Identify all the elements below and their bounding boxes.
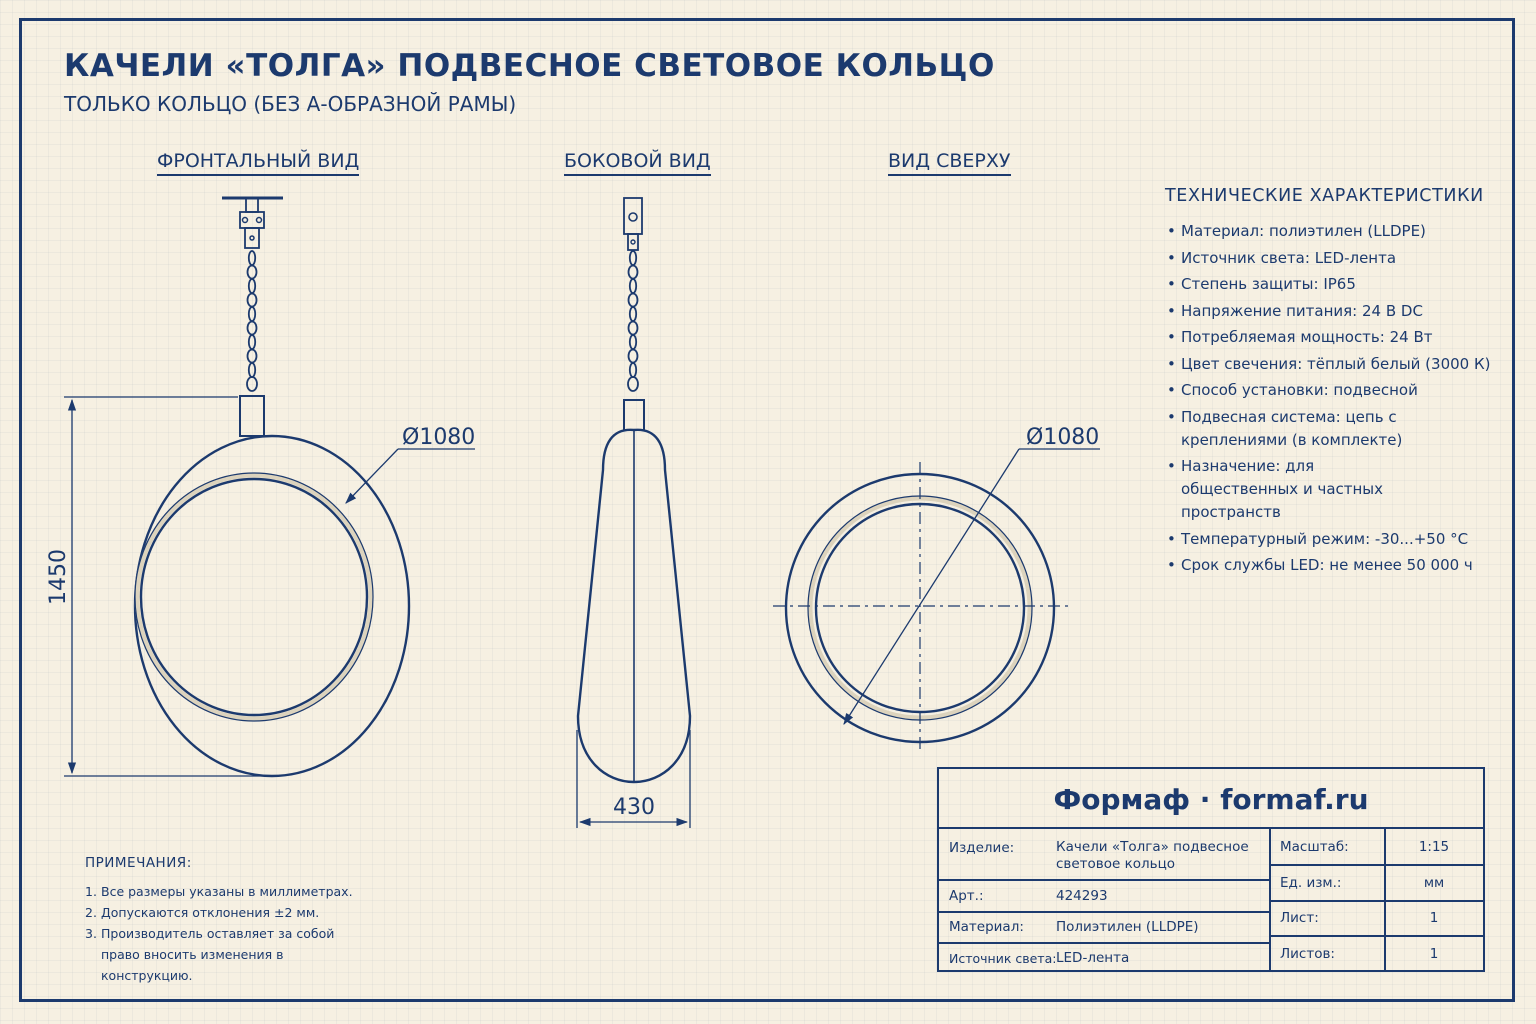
sheet-label: Лист: [1280,910,1319,926]
side-profile [578,430,690,782]
top-centerlines [773,462,1068,750]
spec-item: • Цвет свечения: тёплый белый (3000 К) [1165,353,1505,376]
specs-heading: ТЕХНИЧЕСКИЕ ХАРАКТЕРИСТИКИ [1165,186,1484,206]
unit-value: мм [1423,875,1445,891]
spec-item: • Источник света: LED-лента [1165,247,1505,270]
top-diameter-leader [844,449,1100,724]
side-width-label: 430 [613,795,655,820]
side-view-drawing [577,198,690,828]
light-value: LED-лента [1056,950,1130,966]
page-title: КАЧЕЛИ «ТОЛГА» ПОДВЕСНОЕ СВЕТОВОЕ КОЛЬЦО [64,48,995,84]
brand-name: Формаф · formaf.ru [939,769,1483,829]
page-subtitle: ТОЛЬКО КОЛЬЦО (БЕЗ А-ОБРАЗНОЙ РАМЫ) [64,92,517,116]
title-block-rule [1269,935,1483,937]
title-block-divider [1269,827,1271,970]
front-view-label: ФРОНТАЛЬНЫЙ ВИД [157,150,359,176]
title-block-rule [939,911,1269,913]
front-height-label: 1450 [46,549,71,605]
product-value: Качели «Толга» подвесное световое кольцо [1056,839,1249,872]
scale-value: 1:15 [1418,839,1450,855]
note-item: 2. Допускаются отклонения ±2 мм. [85,905,320,920]
top-view-drawing [773,449,1100,750]
side-chain [628,251,638,391]
front-ceiling-bracket [222,198,283,248]
unit-label: Ед. изм.: [1280,875,1342,891]
front-diameter-label: Ø1080 [402,425,476,450]
product-label: Изделие: [949,840,1015,856]
spec-item: • Потребляемая мощность: 24 Вт [1165,326,1505,349]
sheets-label: Листов: [1280,946,1335,962]
sheets-value: 1 [1429,946,1439,962]
technical-specs [1165,186,1505,581]
title-block-rule [939,879,1269,881]
notes-heading: ПРИМЕЧАНИЯ: [85,855,192,871]
front-connector [240,396,264,436]
sheet-value: 1 [1429,910,1439,926]
spec-item: • Температурный режим: -30...+50 °C [1165,528,1505,551]
spec-item: • Способ установки: подвесной [1165,379,1505,402]
spec-item: • Срок службы LED: не менее 50 000 ч [1165,554,1505,577]
spec-item: • Подвесная система: цепь с креплениями (в комплекте) [1165,406,1481,452]
front-diameter-leader [346,449,475,503]
note-item: 1. Все размеры указаны в миллиметрах. [85,884,353,899]
notes-list [85,881,415,986]
front-chain [247,251,257,391]
title-block-rule [1269,900,1483,902]
spec-item: • Материал: полиэтилен (LLDPE) [1165,220,1505,243]
title-block [937,767,1485,972]
front-view-drawing [64,198,475,776]
title-block-rule [1269,864,1483,866]
spec-item: • Степень защиты: IP65 [1165,273,1505,296]
article-value: 424293 [1056,888,1108,904]
top-view-label: ВИД СВЕРХУ [888,150,1011,176]
specs-list [1165,220,1505,577]
spec-item: • Назначение: для общественных и частных пространств [1165,455,1431,524]
material-label: Материал: [949,919,1024,935]
side-view-label: БОКОВОЙ ВИД [564,150,711,176]
side-connector [624,400,644,430]
note-item: 3. Производитель оставляет за собой право вносить изменения в конструкцию. [85,926,335,983]
light-label: Источник света: [949,951,1057,966]
article-label: Арт.: [949,888,984,904]
front-ring [135,436,409,776]
notes-block [85,855,415,986]
spec-item: • Напряжение питания: 24 В DC [1165,300,1505,323]
title-block-rule [939,942,1269,944]
scale-label: Масштаб: [1280,839,1349,855]
side-ceiling-bracket [624,198,642,250]
material-value: Полиэтилен (LLDPE) [1056,919,1199,935]
top-diameter-label: Ø1080 [1026,425,1100,450]
